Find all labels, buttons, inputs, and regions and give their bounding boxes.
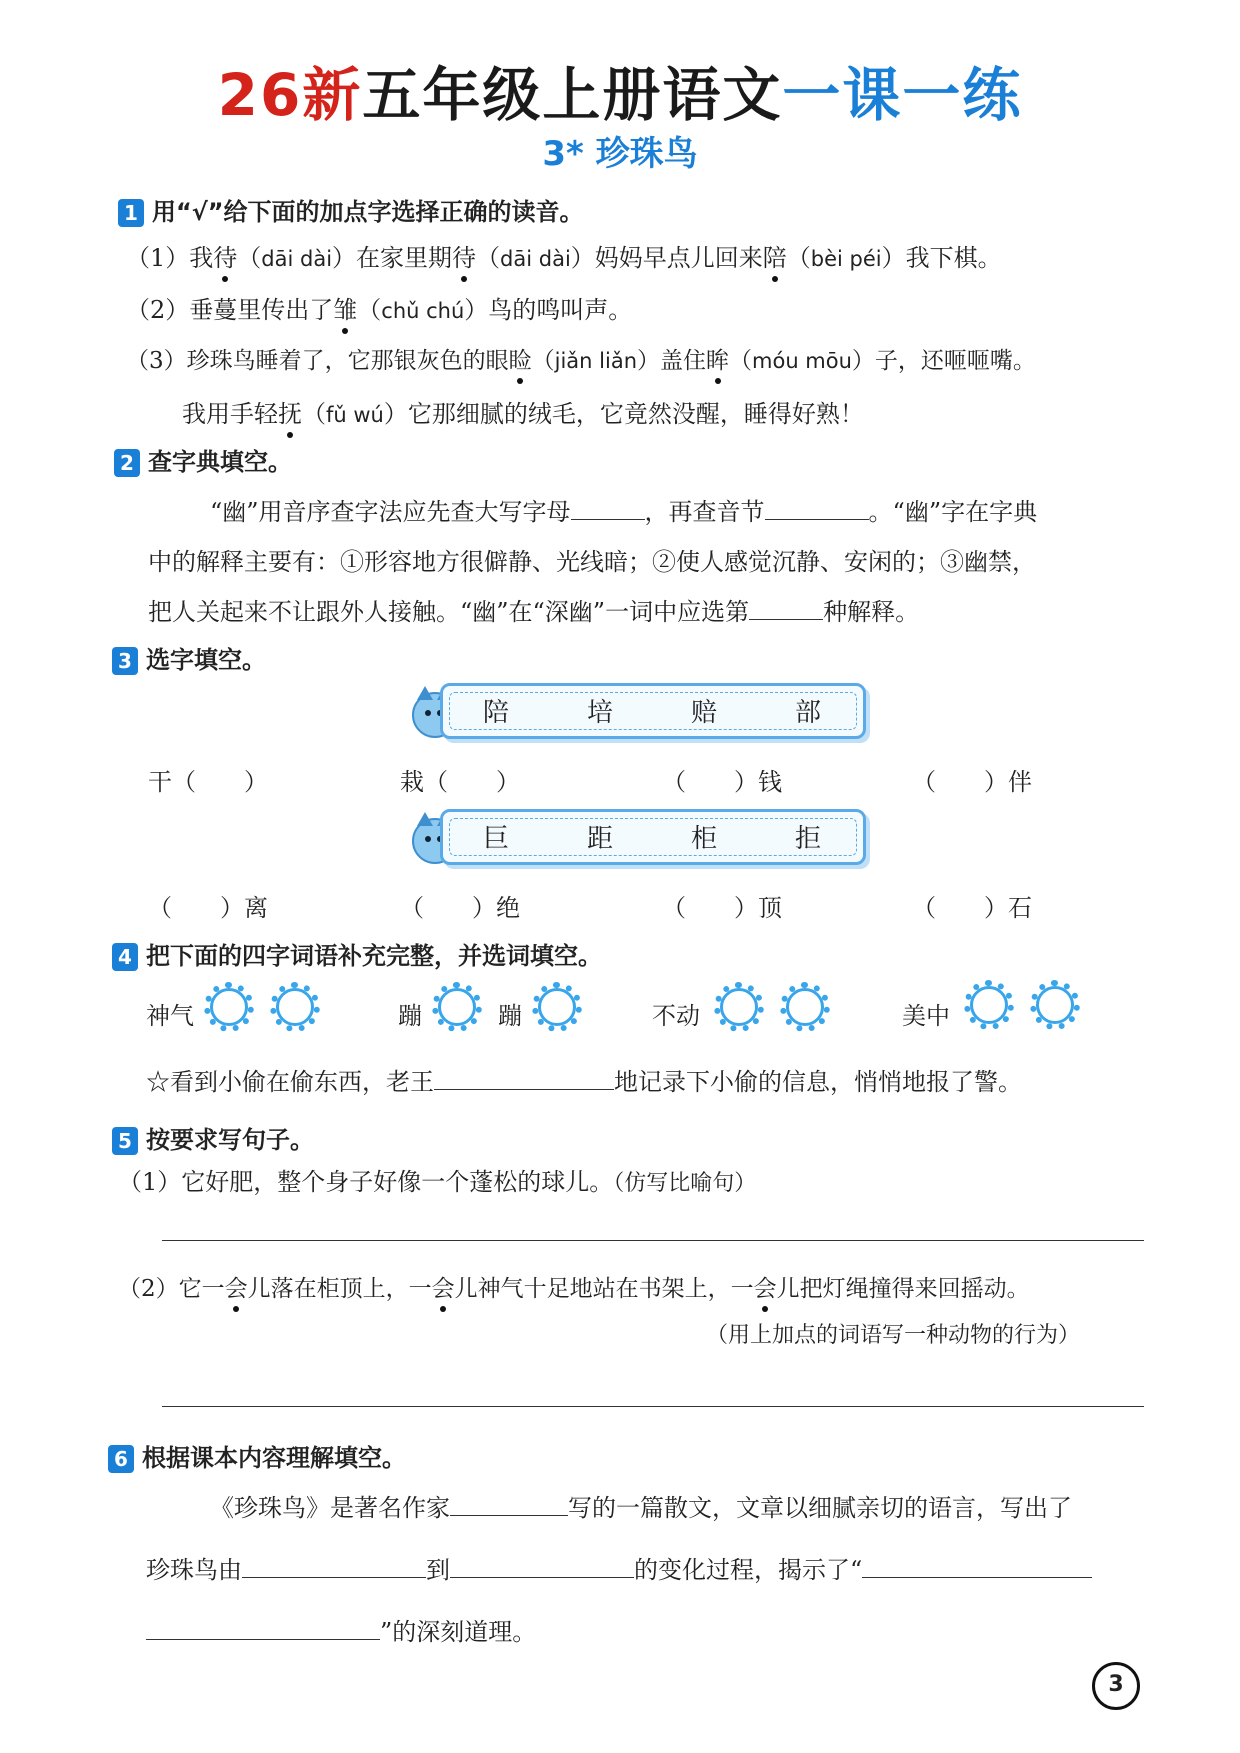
q3-fill-5[interactable]: （ ）离 xyxy=(148,894,268,922)
dotted-word: 一会儿 xyxy=(201,1276,271,1302)
page-title xyxy=(0,48,1240,132)
page-number: 3 xyxy=(1092,1662,1140,1710)
flower-blank[interactable] xyxy=(964,980,1014,1030)
hint: （仿写比喻句） xyxy=(613,1171,757,1196)
dotted-char: 雏 xyxy=(333,296,358,324)
choice-char: 拒 xyxy=(795,824,822,854)
choice-char: 赔 xyxy=(691,698,718,728)
answer-blank[interactable] xyxy=(749,595,823,620)
pinyin-options[interactable]: bèi péi xyxy=(810,247,882,271)
flower-blank[interactable] xyxy=(270,982,320,1032)
text: 。“幽”字在字典 xyxy=(868,498,1038,526)
q6-para-2 xyxy=(146,1550,1092,1585)
q2-heading xyxy=(114,442,292,477)
text: 到 xyxy=(426,1556,450,1584)
title-main: 五年级上册语文 xyxy=(362,61,783,129)
flower-blank[interactable] xyxy=(204,982,254,1032)
idiom-prefix: 美中 xyxy=(902,1002,950,1030)
text: （ xyxy=(237,244,262,272)
q1-heading xyxy=(118,192,584,227)
text: 把人关起来不让跟外人接触。“幽”在“深幽”一词中应选第 xyxy=(148,598,750,626)
title-series: 一课一练 xyxy=(782,61,1023,129)
title-grade-tag: 26新 xyxy=(217,61,363,129)
answer-line-1[interactable] xyxy=(162,1240,1144,1241)
q1-line-4 xyxy=(182,394,864,429)
pinyin-options[interactable]: jiǎn liǎn xyxy=(554,349,638,373)
text: （2）垂蔓里传出了 xyxy=(126,296,334,324)
dotted-char: 抚 xyxy=(278,400,302,428)
q5-sentence-1 xyxy=(118,1162,756,1197)
q3-number: 3 xyxy=(112,647,138,675)
dotted-word: 一会儿 xyxy=(408,1276,478,1302)
word-choice-box-1 xyxy=(440,683,866,739)
text: （2）它 xyxy=(118,1276,202,1302)
answer-blank[interactable] xyxy=(242,1553,426,1578)
answer-blank[interactable] xyxy=(862,1553,1092,1578)
choice-char: 柜 xyxy=(691,824,718,854)
text: （3）珍珠鸟睡着了，它那银灰色的眼 xyxy=(126,348,509,374)
choice-char: 距 xyxy=(587,824,614,854)
text: 写的一篇散文，文章以细腻亲切的语言，写出了 xyxy=(568,1494,1072,1522)
dotted-char: 待 xyxy=(452,244,477,272)
q3-title: 选字填空。 xyxy=(146,646,266,674)
text: ）盖住 xyxy=(637,348,707,374)
idiom-prefix: 不动 xyxy=(652,1002,700,1030)
flower-blank[interactable] xyxy=(1030,980,1080,1030)
flower-blank[interactable] xyxy=(780,982,830,1032)
answer-blank[interactable] xyxy=(450,1553,634,1578)
answer-blank[interactable] xyxy=(434,1065,614,1090)
q6-heading xyxy=(108,1438,406,1473)
dotted-char: 待 xyxy=(213,244,238,272)
q3-heading xyxy=(112,640,266,675)
text: （ xyxy=(357,296,382,324)
q3-fill-1[interactable]: 干（ ） xyxy=(148,768,268,796)
flower-blank[interactable] xyxy=(432,982,482,1032)
text: ）我下棋。 xyxy=(881,244,1002,272)
text: （ xyxy=(729,348,753,374)
idiom-char: 蹦 xyxy=(398,1002,422,1030)
q6-para-3 xyxy=(146,1612,536,1647)
choice-char: 陪 xyxy=(483,698,510,728)
choice-char: 培 xyxy=(587,698,614,728)
q4-heading xyxy=(112,936,602,971)
dotted-word: 一会儿 xyxy=(730,1276,800,1302)
flower-blank[interactable] xyxy=(714,982,764,1032)
q1-number: 1 xyxy=(118,199,144,227)
text: ☆看到小偷在偷东西，老王 xyxy=(146,1068,434,1096)
dotted-char: 睑 xyxy=(508,348,532,374)
q5-hint-2: （用上加点的词语写一种动物的行为） xyxy=(706,1323,1081,1348)
word-choice-box-2 xyxy=(440,809,866,865)
q2-para-2: 中的解释主要有：①形容地方很僻静、光线暗；②使人感觉沉静、安闲的；③幽禁， xyxy=(148,548,1036,576)
dotted-char: 陪 xyxy=(762,244,787,272)
text: 《珍珠鸟》是著名作家 xyxy=(210,1494,450,1522)
answer-blank[interactable] xyxy=(571,495,645,520)
choice-char: 巨 xyxy=(483,824,510,854)
answer-blank[interactable] xyxy=(450,1491,568,1516)
q4-number: 4 xyxy=(112,943,138,971)
q5-number: 5 xyxy=(112,1127,138,1155)
q6-title: 根据课本内容理解填空。 xyxy=(142,1444,406,1472)
answer-line-2[interactable] xyxy=(162,1406,1144,1407)
flower-blank[interactable] xyxy=(532,982,582,1032)
pinyin-options[interactable]: fǔ wú xyxy=(326,403,384,427)
text: （ xyxy=(476,244,501,272)
pinyin-options[interactable]: dāi dài xyxy=(261,247,333,271)
text: ）子，还咂咂嘴。 xyxy=(851,348,1036,374)
q1-line-2 xyxy=(126,290,632,325)
text: （ xyxy=(302,400,326,428)
choice-char: 部 xyxy=(795,698,822,728)
text: 我用手轻 xyxy=(182,400,278,428)
lesson-title: 3* 珍珠鸟 xyxy=(542,134,698,174)
q3-fill-2[interactable]: 栽（ ） xyxy=(400,768,520,796)
idiom-prefix: 神气 xyxy=(146,1002,194,1030)
q5-title: 按要求写句子。 xyxy=(146,1126,314,1154)
q1-title: 用“√”给下面的加点字选择正确的读音。 xyxy=(152,198,584,226)
text: ”的深刻道理。 xyxy=(380,1618,537,1646)
text: 神气十足地站在书架上， xyxy=(477,1276,731,1302)
text: “幽”用音序查字法应先查大写字母 xyxy=(210,498,571,526)
q6-number: 6 xyxy=(108,1445,134,1473)
q2-title: 查字典填空。 xyxy=(148,448,292,476)
dotted-char: 眸 xyxy=(706,348,730,374)
text: 珍珠鸟由 xyxy=(146,1556,242,1584)
text: 种解释。 xyxy=(823,598,920,626)
q1-line-1 xyxy=(126,238,1002,273)
text: ，再查音节 xyxy=(644,498,765,526)
text: 落在柜顶上， xyxy=(270,1276,409,1302)
text: ）鸟的鸣叫声。 xyxy=(464,296,633,324)
q3-fill-3[interactable]: （ ）钱 xyxy=(662,768,782,796)
text: （1）它好肥，整个身子好像一个蓬松的球儿。 xyxy=(118,1168,614,1196)
pinyin-options[interactable]: dāi dài xyxy=(500,247,571,271)
text: （ xyxy=(531,348,555,374)
q5-sentence-2 xyxy=(118,1270,1030,1303)
answer-blank[interactable] xyxy=(765,495,869,520)
q1-line-3 xyxy=(126,342,1036,375)
answer-blank[interactable] xyxy=(146,1615,380,1640)
q4-sentence xyxy=(146,1062,1022,1097)
q2-number: 2 xyxy=(114,449,140,477)
text: 的变化过程，揭示了“ xyxy=(634,1556,863,1584)
text: ）在家里期 xyxy=(332,244,453,272)
text: ）它那细腻的绒毛，它竟然没醒，睡得好熟！ xyxy=(383,400,864,428)
q4-title: 把下面的四字词语补充完整，并选词填空。 xyxy=(146,942,602,970)
pinyin-options[interactable]: chǔ chú xyxy=(381,299,465,323)
q2-para-1 xyxy=(210,492,1037,527)
text: （1）我 xyxy=(126,244,214,272)
q3-fill-6[interactable]: （ ）绝 xyxy=(400,894,520,922)
q3-fill-4[interactable]: （ ）伴 xyxy=(912,768,1032,796)
text: ）妈妈早点儿回来 xyxy=(570,244,763,272)
pinyin-options[interactable]: móu mōu xyxy=(752,349,852,373)
idiom-char: 蹦 xyxy=(498,1002,522,1030)
q3-fill-8[interactable]: （ ）石 xyxy=(912,894,1032,922)
text: 地记录下小偷的信息，悄悄地报了警。 xyxy=(614,1068,1022,1096)
q2-para-3 xyxy=(148,592,919,627)
q6-para-1 xyxy=(210,1488,1072,1523)
q5-heading xyxy=(112,1120,314,1155)
text: 把灯绳撞得来回摇动。 xyxy=(799,1276,1030,1302)
text: （ xyxy=(786,244,811,272)
q3-fill-7[interactable]: （ ）顶 xyxy=(662,894,782,922)
